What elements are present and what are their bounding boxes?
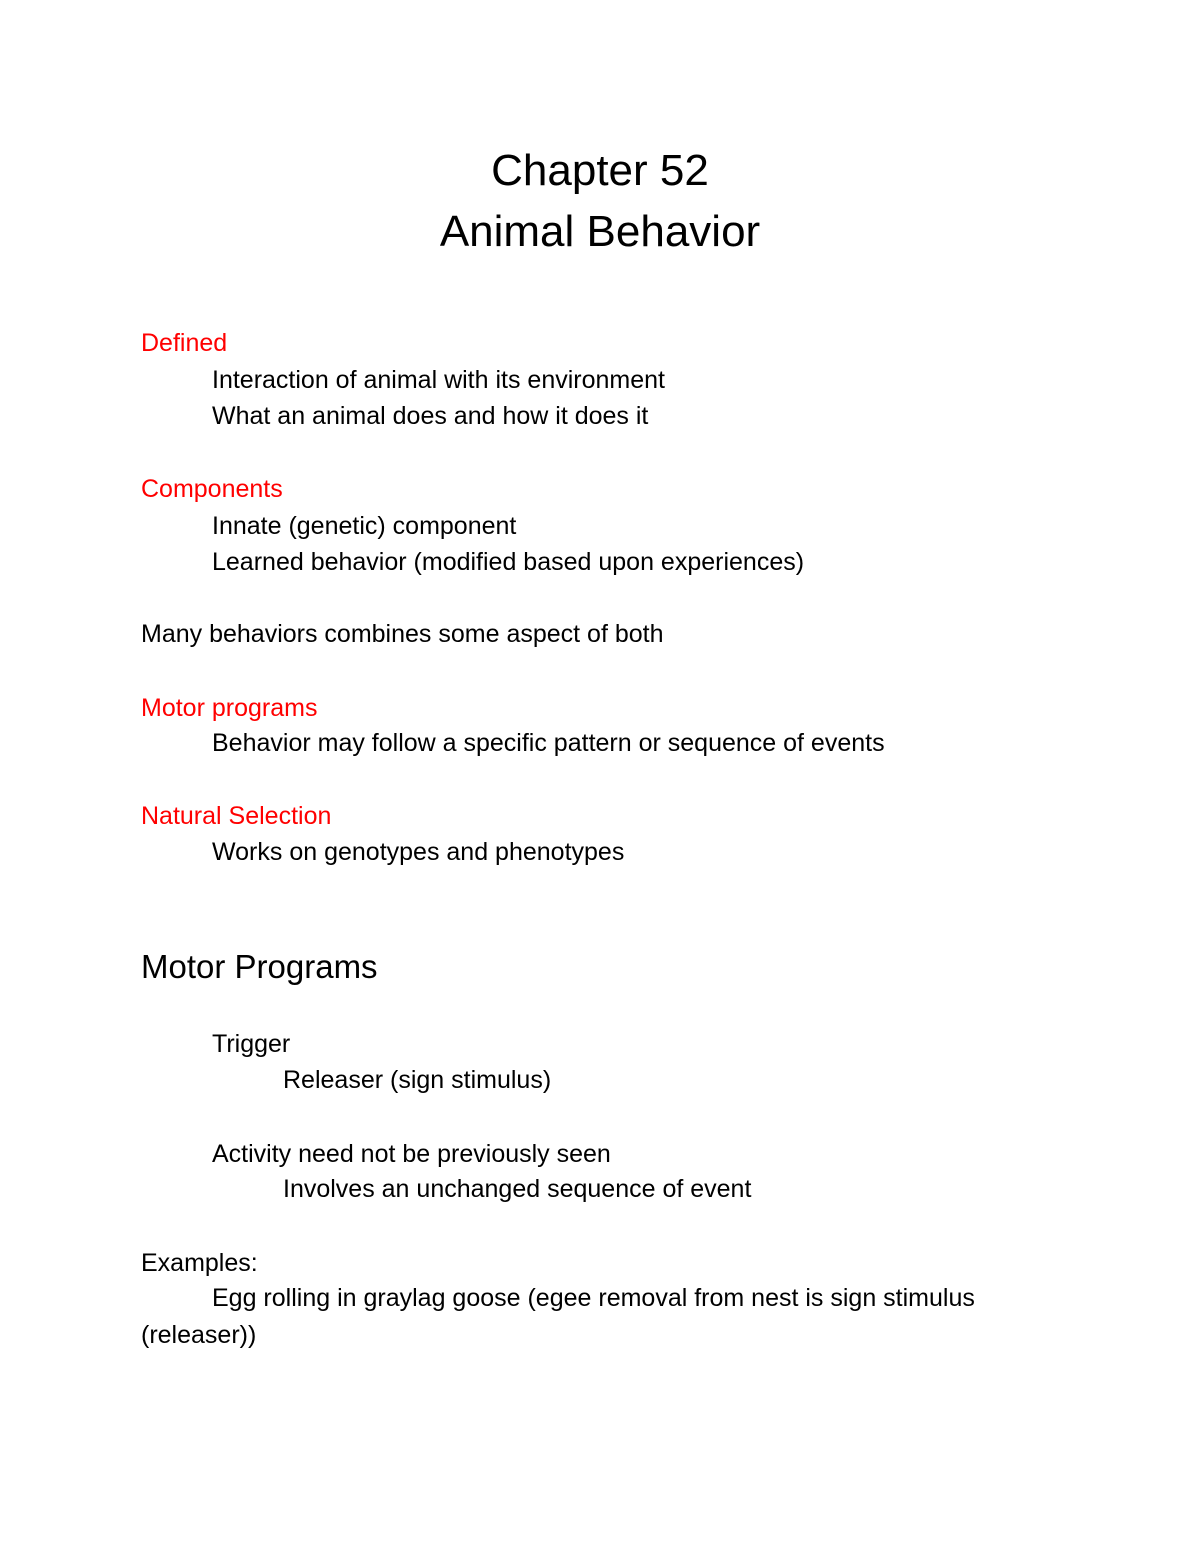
- chapter-subtitle: Animal Behavior: [439, 207, 761, 256]
- natural-selection-item-1: Works on genotypes and phenotypes: [212, 838, 625, 866]
- examples-label: Examples:: [141, 1249, 258, 1277]
- trigger-label: Trigger: [212, 1030, 291, 1058]
- heading-components: Components: [141, 475, 283, 503]
- heading-natural-selection: Natural Selection: [141, 802, 332, 830]
- components-item-1: Innate (genetic) component: [212, 512, 517, 540]
- activity-item: Activity need not be previously seen: [212, 1140, 611, 1168]
- example-line-2: (releaser)): [141, 1321, 257, 1349]
- heading-defined: Defined: [141, 329, 228, 357]
- defined-item-2: What an animal does and how it does it: [212, 402, 649, 430]
- heading-motor-programs: Motor programs: [141, 694, 318, 722]
- defined-item-1: Interaction of animal with its environment: [212, 366, 665, 394]
- sequence-item: Involves an unchanged sequence of event: [283, 1175, 752, 1203]
- example-line-1: Egg rolling in graylag goose (egee removal from nest is sign stimulus: [212, 1284, 975, 1312]
- both-note: Many behaviors combines some aspect of both: [141, 620, 664, 648]
- components-item-2: Learned behavior (modified based upon experiences): [212, 548, 805, 576]
- chapter-title: Chapter 52: [491, 146, 709, 195]
- releaser-item: Releaser (sign stimulus): [283, 1066, 552, 1094]
- section-title-motor-programs: Motor Programs: [141, 948, 378, 985]
- motor-programs-item-1: Behavior may follow a specific pattern or sequence of events: [212, 729, 885, 757]
